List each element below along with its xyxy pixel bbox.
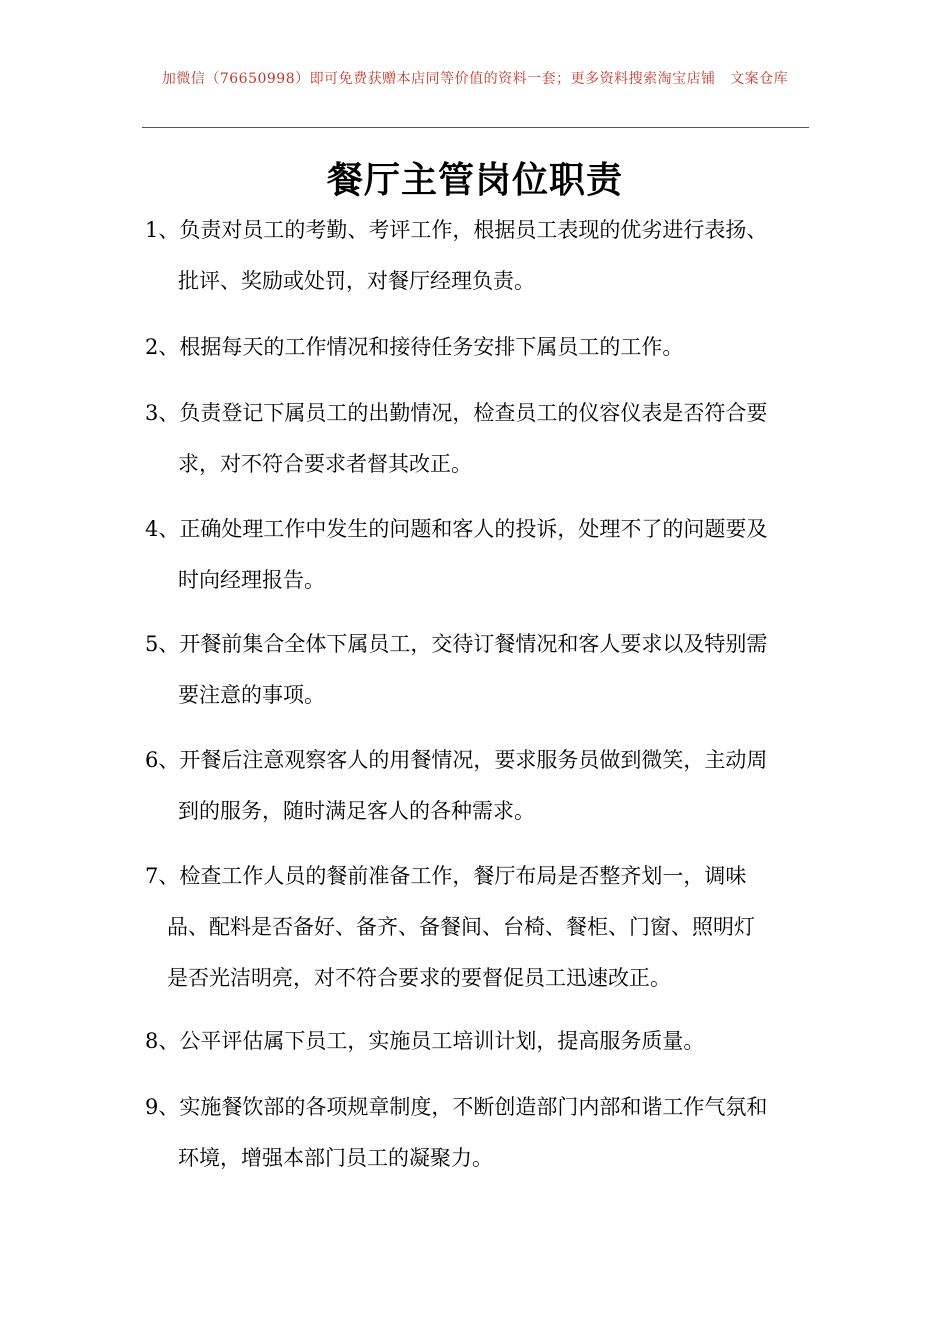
duty-line: 环境，增强本部门员工的凝聚力。 <box>178 1146 493 1170</box>
duty-item-8 <box>145 1016 810 1067</box>
page-title: 餐厅主管岗位职责 <box>326 160 623 201</box>
duty-item-3 <box>145 388 810 490</box>
duty-item-6 <box>145 735 810 837</box>
duty-item-7 <box>145 851 810 1004</box>
duty-item-5 <box>145 619 810 721</box>
duty-line: 4、正确处理工作中发生的问题和客人的投诉，处理不了的问题要及 <box>145 517 768 541</box>
duty-line: 5、开餐前集合全体下属员工，交待订餐情况和客人要求以及特别需 <box>145 632 768 656</box>
duty-line: 到的服务，随时满足客人的各种需求。 <box>178 799 535 823</box>
duty-item-2 <box>145 322 810 373</box>
duty-line: 批评、奖励或处罚，对餐厅经理负责。 <box>178 269 535 293</box>
duty-item-9 <box>145 1082 810 1184</box>
duty-line: 9、实施餐饮部的各项规章制度，不断创造部门内部和谐工作气氛和 <box>145 1095 768 1119</box>
duty-line: 时向经理报告。 <box>178 568 325 592</box>
duty-line: 1、负责对员工的考勤、考评工作，根据员工表现的优劣进行表扬、 <box>145 218 768 242</box>
duty-line: 8、公平评估属下员工，实施员工培训计划，提高服务质量。 <box>145 1029 705 1053</box>
header-divider <box>142 127 809 128</box>
promo-header-note: 加微信（76650998）即可免费获赠本店同等价值的资料一套；更多资料搜索淘宝店铺 文案仓库 <box>161 71 789 87</box>
duty-line: 3、负责登记下属员工的出勤情况，检查员工的仪容仪表是否符合要 <box>145 401 768 425</box>
duty-line: 要注意的事项。 <box>178 683 325 707</box>
duty-line: 是否光洁明亮，对不符合要求的要督促员工迅速改正。 <box>167 966 671 990</box>
duty-line: 品、配料是否备好、备齐、备餐间、台椅、餐柜、门窗、照明灯 <box>167 915 755 939</box>
duty-line: 6、开餐后注意观察客人的用餐情况，要求服务员做到微笑，主动周 <box>145 748 768 772</box>
duty-item-4 <box>145 504 810 606</box>
duty-line: 求，对不符合要求者督其改正。 <box>178 452 472 476</box>
duty-item-1 <box>145 205 810 307</box>
duty-line: 7、检查工作人员的餐前准备工作，餐厅布局是否整齐划一，调味 <box>145 864 747 888</box>
duty-line: 2、根据每天的工作情况和接待任务安排下属员工的工作。 <box>145 335 684 359</box>
